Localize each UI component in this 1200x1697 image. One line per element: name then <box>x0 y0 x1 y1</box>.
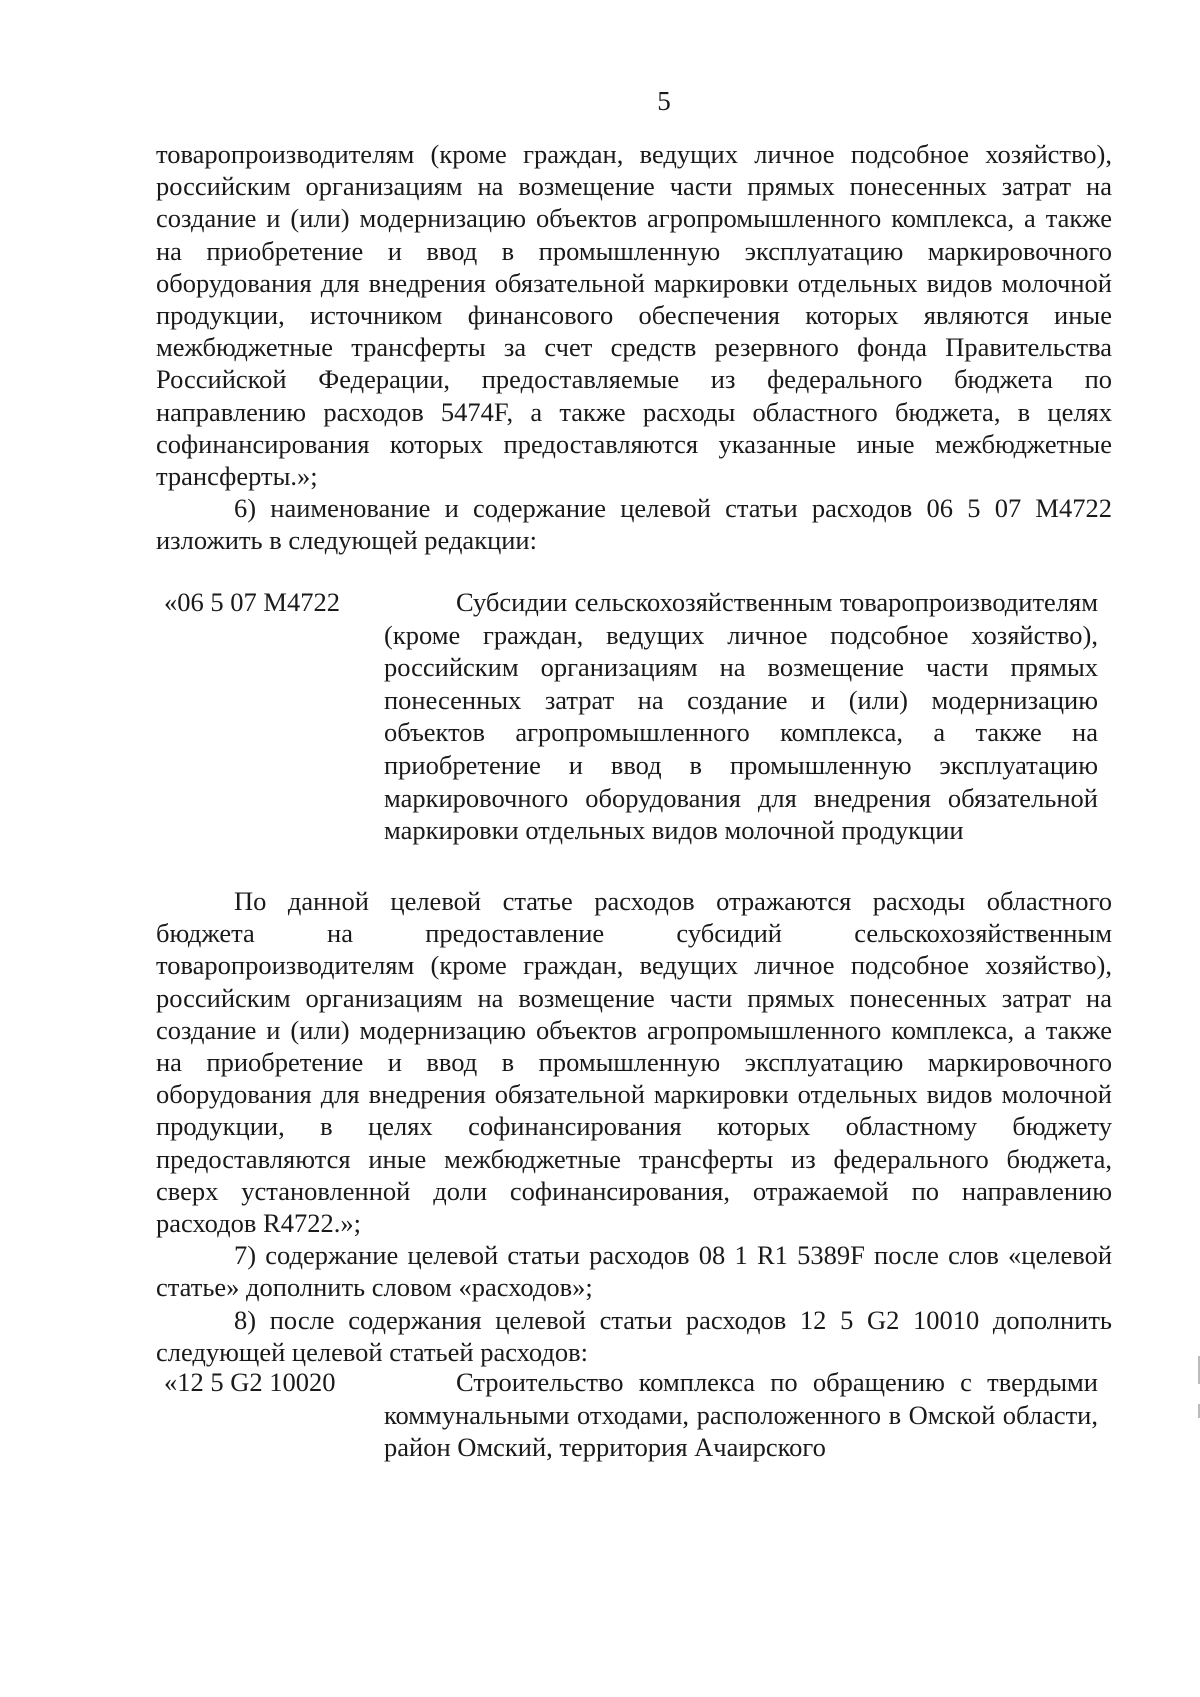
paragraph-item-6: 6) наименование и содержание целевой статьи расходов 06 5 07 М4722 изложить в следующей редакции: <box>156 493 1112 556</box>
paragraph-item-7: 7) содержание целевой статьи расходов 08 1 R1 5389F после слов «целевой статье» дополнить словом «расходов»; <box>156 1240 1112 1303</box>
text-block-top <box>156 138 1112 557</box>
article-description: Строительство комплекса по обращению с твердыми коммунальными отходами, расположенного в Омской области, район Омский, территория Ачаирского <box>384 1367 1098 1463</box>
page-number: 5 <box>657 86 671 116</box>
paragraph-item-8: 8) после содержания целевой статьи расходов 12 5 G2 10010 дополнить следующей целевой статьей расходов: <box>156 1304 1112 1367</box>
article-code: «06 5 07 М4722 <box>164 587 340 617</box>
paragraph-continuation: товаропроизводителям (кроме граждан, ведущих личное подсобное хозяйство), российским организациям на возмещение части прямых понесенных затрат на создание и (или) модернизацию объектов агропромышленного комплекса, а также на приобретение и ввод в промышленную эксплуатацию маркировочного оборудования для внедрения обязательной маркировки отдельных видов молочной продукции, источником финансового обеспечения которых являются иные межбюджетные трансферты за счет средств резервного фонда Правительства Российской Федерации, предоставляемые из федерального бюджета по направлению расходов 5474F, а также расходы областного бюджета, в целях софинансирования которых предоставляются указанные иные межбюджетные трансферты.»; <box>156 139 1112 492</box>
paragraph-article-explanation: По данной целевой статье расходов отражаются расходы областного бюджета на предоставление субсидий сельскохозяйственным товаропроизводителям (кроме граждан, ведущих личное подсобное хозяйство), российским организациям на возмещение части прямых понесенных затрат на создание и (или) модернизацию объектов агропромышленного комплекса, а также на приобретение и ввод в промышленную эксплуатацию маркировочного оборудования для внедрения обязательной маркировки отдельных видов молочной продукции, в целях софинансирования которых областному бюджету предоставляются иные межбюджетные трансферты из федерального бюджета, сверх установленной доли софинансирования, отражаемой по направлению расходов R4722.»; <box>156 886 1112 1239</box>
article-code: «12 5 G2 10020 <box>164 1367 336 1397</box>
text-block-middle <box>156 885 1112 1368</box>
article-description: Субсидии сельскохозяйственным товаропроизводителям (кроме граждан, ведущих личное подсобное хозяйство), российским организациям на возмещение части прямых понесенных затрат на создание и (или) модернизацию объектов агропромышленного комплекса, а также на приобретение и ввод в промышленную эксплуатацию маркировочного оборудования для внедрения обязательной маркировки отдельных видов молочной продукции <box>384 587 1098 846</box>
